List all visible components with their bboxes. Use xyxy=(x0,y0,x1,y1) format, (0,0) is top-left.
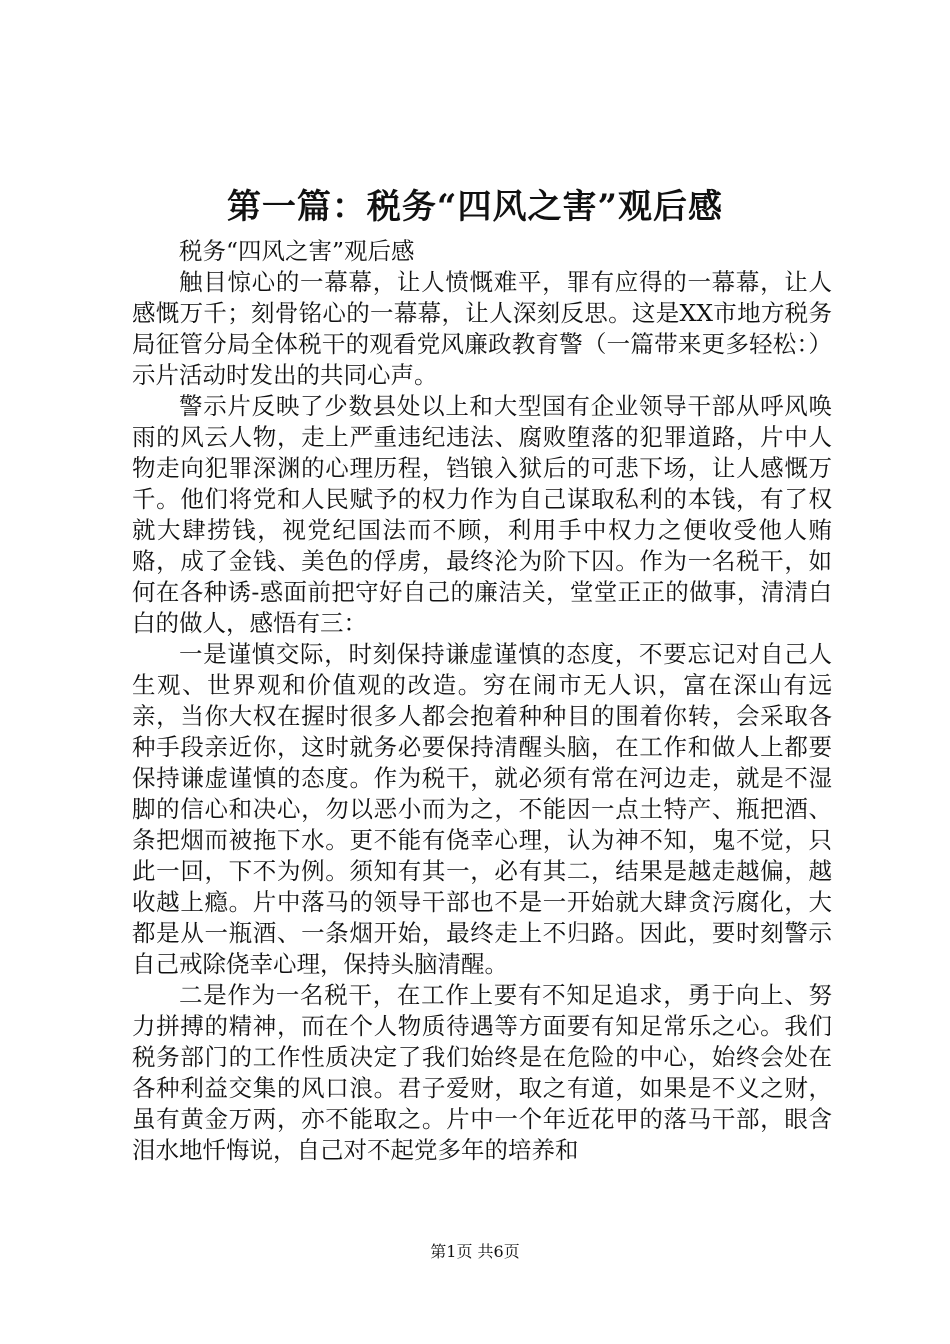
paragraph-1: 触目惊心的一幕幕，让人愤慨难平，罪有应得的一幕幕，让人感慨万千；刻骨铭心的一幕幕，让人深刻反思。这是XX市地方税务局征管分局全体税干的观看党风廉政教育警（一篇带来更多轻松：）示片活动时发出的共同心声。 xyxy=(132,268,832,389)
document-body xyxy=(132,236,832,1166)
document-subtitle: 税务“四风之害”观后感 xyxy=(179,237,415,265)
paragraph-3: 一是谨慎交际，时刻保持谦虚谨慎的态度，不要忘记对自己人生观、世界观和价值观的改造。穷在闹市无人识，富在深山有远亲，当你大权在握时很多人都会抱着种种目的围着你转，会采取各种手段亲近你，这时就务必要保持清醒头脑，在工作和做人上都要保持谦虚谨慎的态度。作为税干，就必须有常在河边走，就是不湿脚的信心和决心，勿以恶小而为之，不能因一点土特产、瓶把酒、条把烟而被拖下水。更不能有侥幸心理，认为神不知，鬼不觉，只此一回，下不为例。须知有其一，必有其二，结果是越走越偏，越收越上瘾。片中落马的领导干部也不是一开始就大肆贪污腐化，大都是从一瓶酒、一条烟开始，最终走上不归路。因此，要时刻警示自己戒除侥幸心理，保持头脑清醒。 xyxy=(132,640,832,978)
page-number-footer: 第1页 共6页 xyxy=(430,1242,520,1261)
paragraph-4: 二是作为一名税干，在工作上要有不知足追求，勇于向上、努力拼搏的精神，而在个人物质待遇等方面要有知足常乐之心。我们税务部门的工作性质决定了我们始终是在危险的中心，始终会处在各种利益交集的风口浪。君子爱财，取之有道，如果是不义之财，虽有黄金万两，亦不能取之。片中一个年近花甲的落马干部，眼含泪水地忏悔说，自己对不起党多年的培养和 xyxy=(132,981,832,1164)
document-title: 第一篇：税务“四风之害”观后感 xyxy=(226,187,724,227)
paragraph-2: 警示片反映了少数县处以上和大型国有企业领导干部从呼风唤雨的风云人物，走上严重违纪违法、腐败堕落的犯罪道路，片中人物走向犯罪深渊的心理历程，铛锒入狱后的可悲下场，让人感慨万千。他们将党和人民赋予的权力作为自己谋取私利的本钱，有了权就大肆捞钱，视党纪国法而不顾，利用手中权力之便收受他人贿赂，成了金钱、美色的俘虏，最终沦为阶下囚。作为一名税干，如何在各种诱-惑面前把守好自己的廉洁关，堂堂正正的做事，清清白白的做人，感悟有三： xyxy=(132,392,832,637)
